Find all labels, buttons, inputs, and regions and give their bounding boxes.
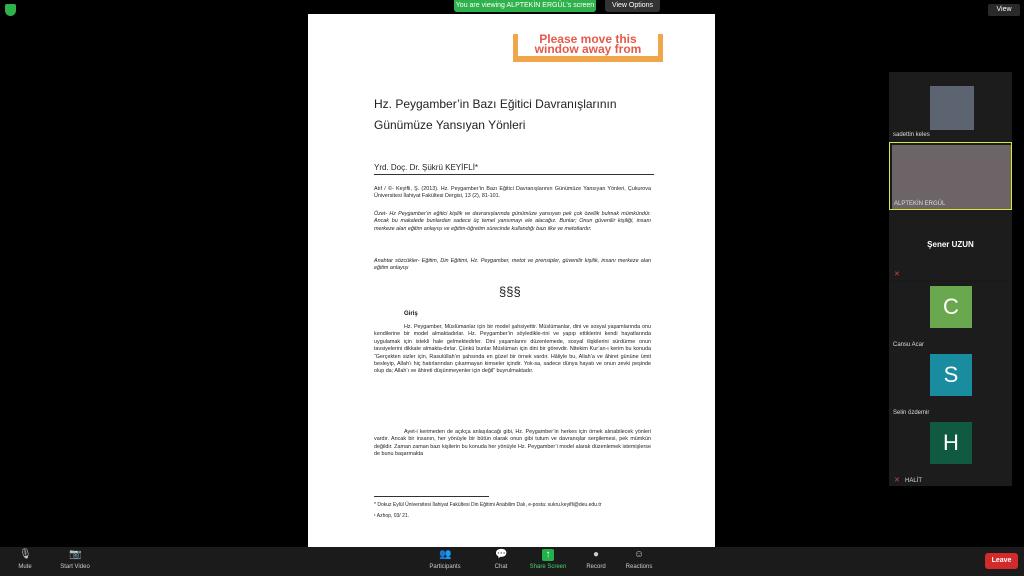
muted-mic-icon: ✕ — [894, 477, 900, 484]
participants-panel — [889, 72, 1012, 486]
share-screen-button[interactable] — [523, 549, 573, 570]
participant-tile[interactable] — [889, 282, 1012, 350]
participant-tile[interactable] — [889, 350, 1012, 418]
footnote-1: * Dokuz Eylül Üniversitesi İlahiyat Fakültesi Din Eğitimi Anabilim Dalı, e-posta: sukru.keyifli@deu.edu.tr — [374, 502, 602, 508]
reactions-button[interactable] — [614, 549, 664, 570]
participant-tile-active-speaker[interactable] — [889, 142, 1012, 210]
citation: Atıf / ©- Keyifli, Ş. (2013). Hz. Peygamber’in Bazı Eğitici Davranışlarının Günümüze Yansıyan Yönleri, Çukurova Üniversitesi İlahiyat Fakültesi Dergisi, 13 (2), 81-101. — [374, 186, 651, 200]
security-shield-icon[interactable] — [5, 4, 16, 16]
record-label: Record — [586, 564, 606, 570]
shared-document — [308, 14, 715, 547]
divider — [374, 174, 654, 175]
view-options-button[interactable]: View Options — [605, 0, 660, 12]
reactions-label: Reactions — [625, 564, 653, 570]
section-mark: §§§ — [499, 284, 521, 299]
mute-label: Mute — [18, 564, 32, 570]
view-button[interactable]: View — [988, 4, 1020, 16]
participant-name: ALPTEKİN ERGÜL — [894, 201, 946, 207]
muted-mic-icon: ✕ — [894, 271, 900, 278]
participant-avatar: C — [930, 286, 972, 328]
title-line-2: Günümüze Yansıyan Yönleri — [374, 118, 526, 132]
participant-video — [892, 145, 1011, 209]
participant-avatar: H — [930, 422, 972, 464]
chat-label: Chat — [494, 564, 508, 570]
intro-heading: Giriş — [404, 311, 418, 317]
meeting-toolbar — [0, 547, 1024, 576]
participant-tile[interactable] — [889, 212, 1012, 280]
leave-button[interactable]: Leave — [985, 553, 1018, 569]
share-screen-label: Share Screen — [529, 564, 567, 570]
intro-paragraph-1: Hz. Peygamber, Müslümanlar için bir model şahsiyettir. Müslümanlar, dini ve sosyal yaşamlarında onu kendilerine bir model almaktadırlar. Hz. Peygamber’in söyledikle-rini ve yapıp ettiklerini kendi hayatlarında uygulamak için istekli hale gelmektedirler. Dini yaşamlarını düzenlemede, sosyal ilişkilerini sürdürme onun tavsiyelerini dikkate almakta-dırlar. Çünkü bunlar Müslüman için dini bir görevdir. Nitekim Kur’an-ı kerim bu konuda “Gerçekten sizler için, Rasulüllah’ın şahsında en güzel bir örnek vardır. Hâliyle bu, Allah’a ve âhiret gününe ümit besleyip, Allah’ı hiç hatırlarından çıkarmayan kimseler içindir. Yok-sa, sadece dünya hayatı ve onun zevki peşinde olup da; Allah’ı ve âhireti düşünmeyenler için değil” buyrulmaktadır. — [374, 324, 651, 375]
start-video-button[interactable] — [50, 549, 100, 570]
participant-name: Selin özdemir — [893, 410, 930, 416]
participants-label: Participants — [429, 564, 461, 570]
participant-name: sadettin keles — [893, 132, 930, 138]
move-window-notice — [513, 34, 663, 62]
keywords: Anahtar sözcükler- Eğitim, Din Eğitimi, Hz. Peygamber, metot ve prensipler, güvenilir kişilik, insanı merkeze alan eğitim anlayışı — [374, 258, 651, 272]
footnote-divider — [374, 496, 489, 497]
chat-icon: 💬 — [495, 549, 508, 560]
viewing-banner: You are viewing ALPTEKİN ERGÜL's screen — [454, 0, 596, 12]
video-camera-icon: 📷 — [69, 549, 82, 560]
participant-name: HALİT — [905, 478, 923, 484]
participant-avatar: S — [930, 354, 972, 396]
share-screen-icon: ↑ — [542, 549, 554, 561]
abstract: Özet- Hz Peygamber’in eğitici kişilik ve davranışlarında günümüze yansıyan pek çok özellik bulmak mümkündür. Ancak bu makalede bunlardan sadece üç temel yansımayı ele alacağız. Bunlar; Onun güvenilir kişiliği, insanı merkeze alan eğitim anlayışı ve eğitim-öğretim sürecinde kullandığı bazı ilke ve metotlardır. — [374, 211, 651, 232]
footnote-2: ¹ Azhop, 03/ 21. — [374, 513, 410, 519]
participant-tile[interactable] — [889, 418, 1012, 486]
title-line-1: Hz. Peygamber’in Bazı Eğitici Davranışlarının — [374, 97, 617, 111]
record-icon: ● — [592, 549, 600, 560]
reactions-icon: ☺ — [633, 549, 645, 560]
microphone-icon: 🎙 — [19, 549, 32, 560]
chat-button[interactable] — [476, 549, 526, 570]
author: Yrd. Doç. Dr. Şükrü KEYİFLİ* — [374, 163, 479, 172]
participants-icon: 👥 — [439, 549, 452, 560]
participant-tile[interactable] — [889, 72, 1012, 140]
participant-name: Cansu Acar — [893, 342, 925, 348]
move-notice-text: Please move this window away from — [518, 34, 658, 56]
participant-name: Şener UZUN — [927, 240, 974, 249]
participants-button[interactable] — [420, 549, 470, 570]
start-video-label: Start Video — [60, 564, 90, 570]
mute-button[interactable] — [0, 549, 50, 570]
intro-paragraph-2: Ayet-i kerimeden de açıkça anlaşılacağı gibi, Hz. Peygamber’in herkes için örnek alınabilecek yönleri vardır. Ancak bir insanın, her yönüyle bir bütün olarak onun gibi tutum ve davranışlar sergilemesi, pek mümkün değildir. Zaman zaman bazı kişilerin bu konuda her yönüyle Hz. Peygamber’i model alarak düzenlemek istemişlerse de bunu başarmakta — [374, 429, 651, 458]
document-title — [374, 94, 674, 136]
participant-video — [930, 86, 974, 130]
